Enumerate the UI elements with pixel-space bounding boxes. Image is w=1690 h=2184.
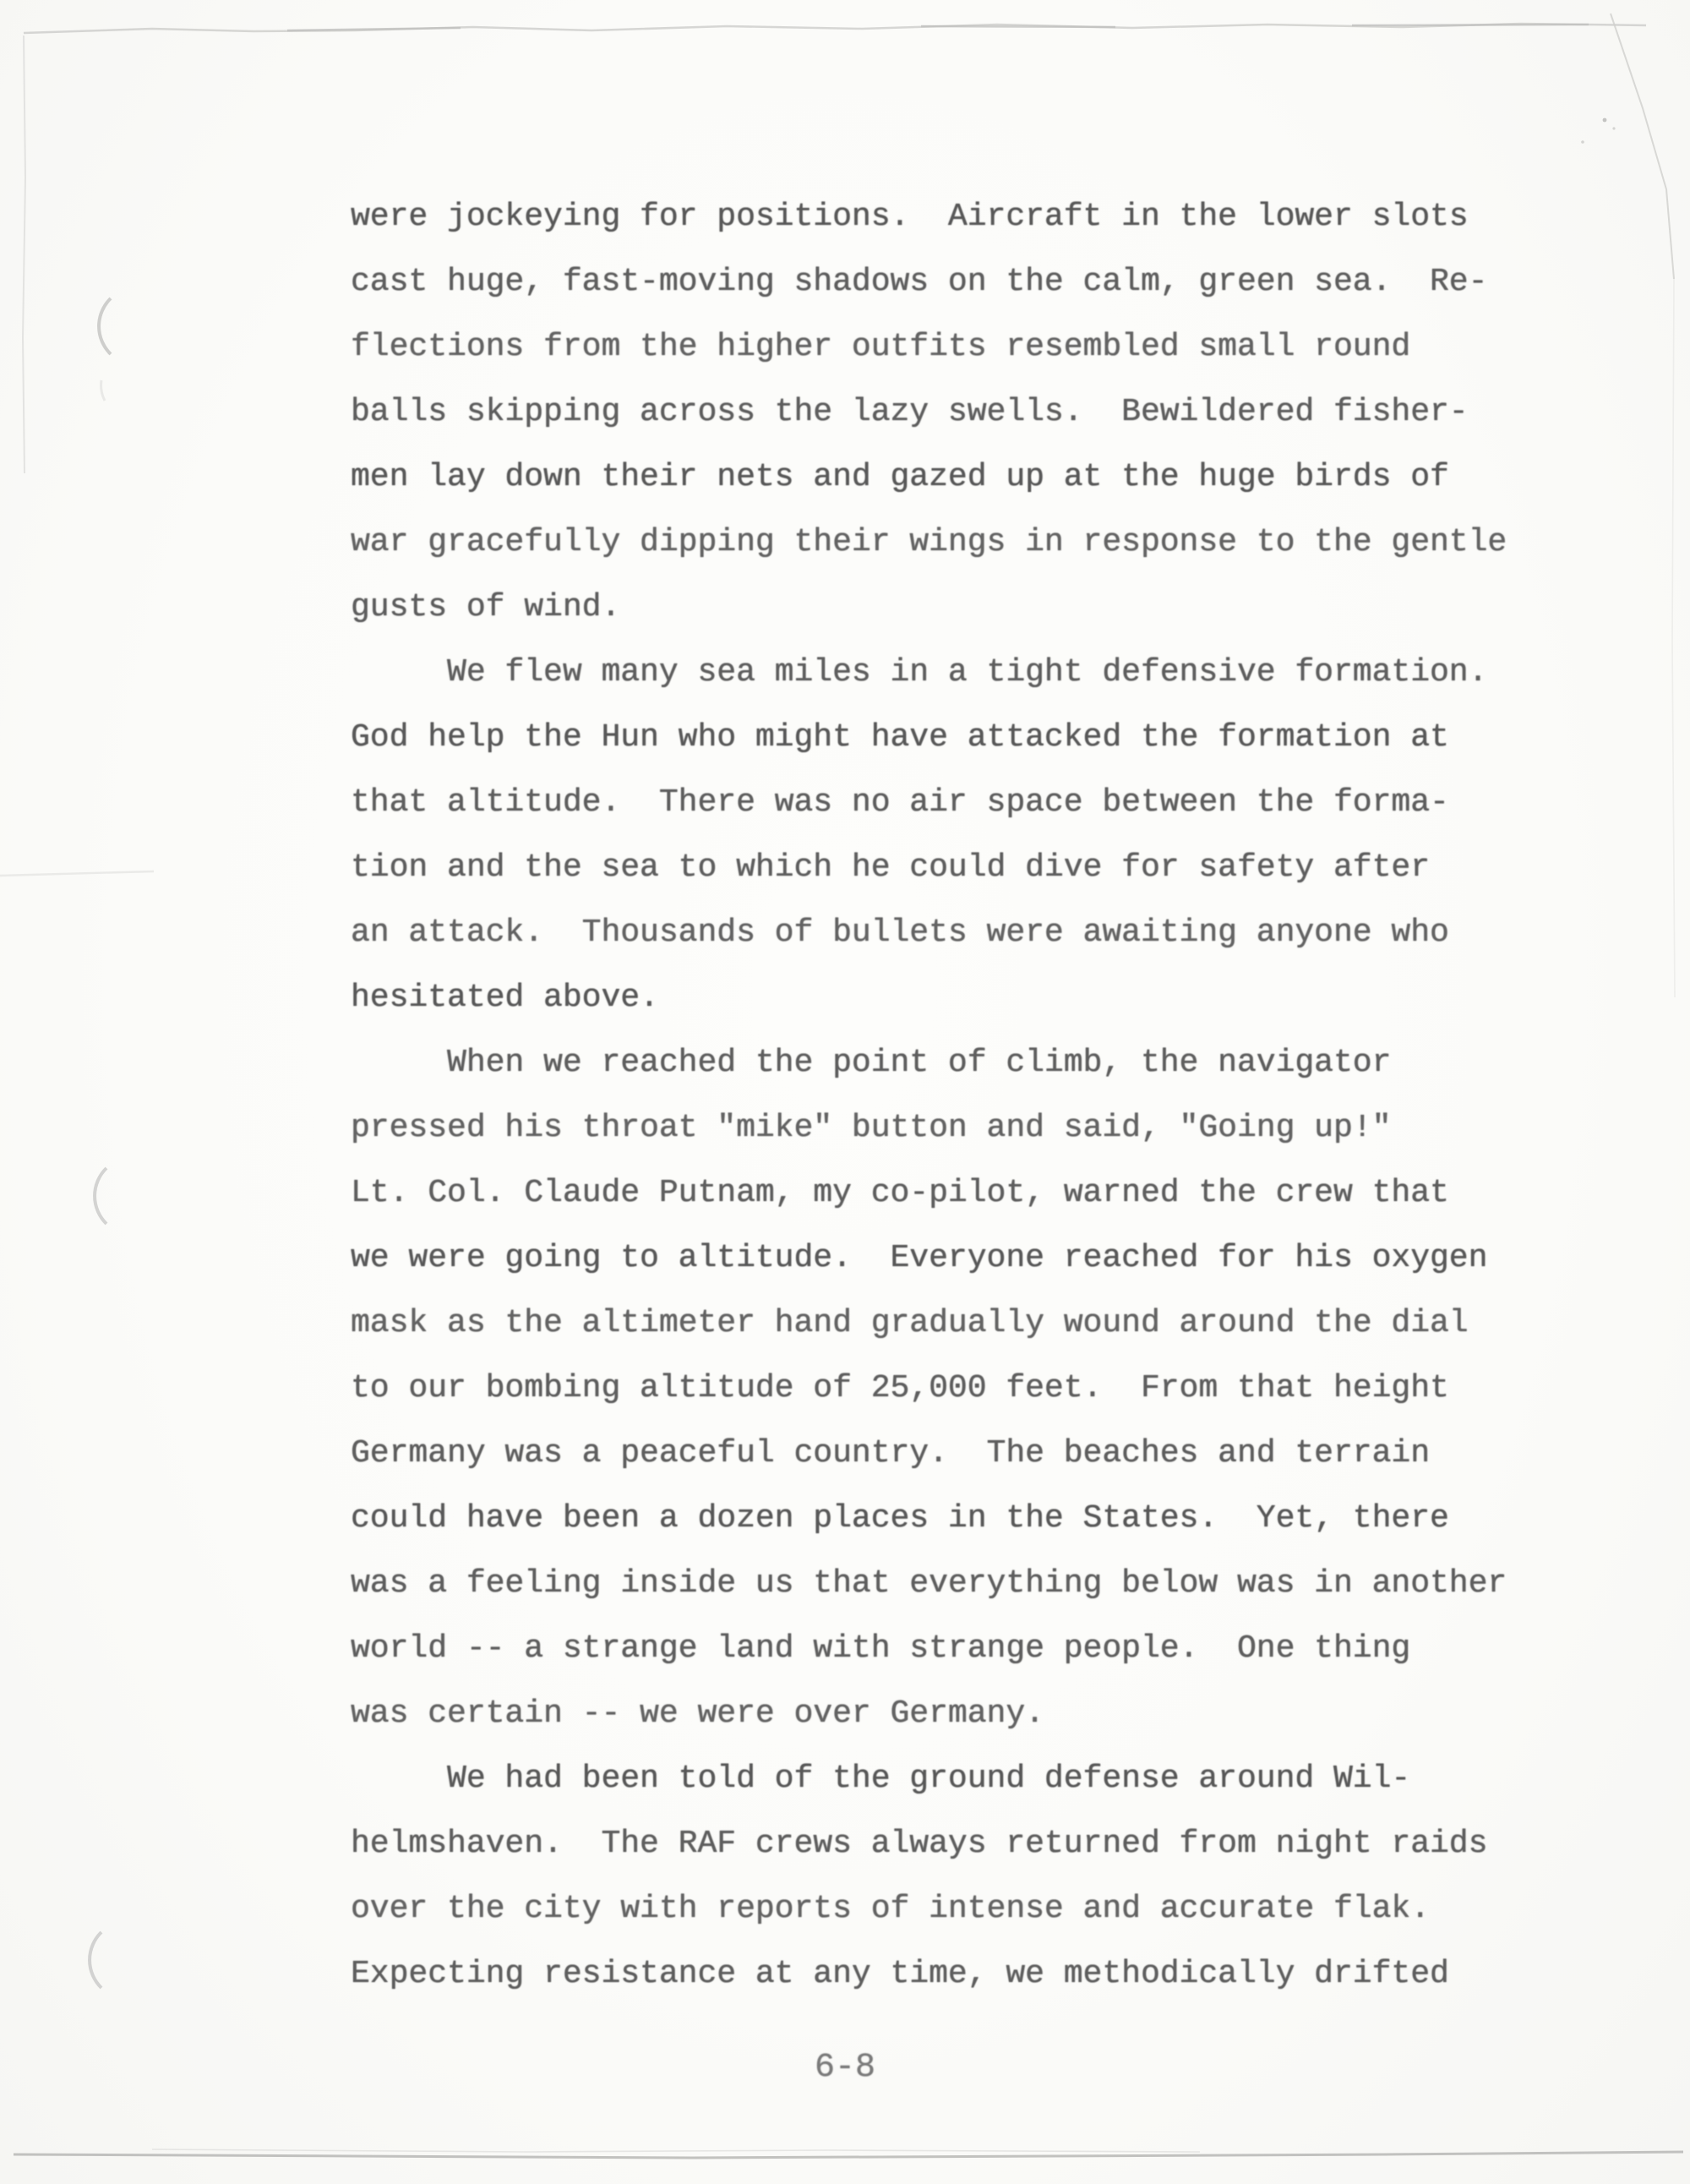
text-line: Germany was a peaceful country. The beaches and terrain	[351, 1435, 1431, 1471]
text-line: to our bombing altitude of 25,000 feet. From that height	[351, 1370, 1449, 1406]
page-number: 6-8	[814, 2049, 875, 2087]
text-line: we were going to altitude. Everyone reached for his oxygen	[351, 1240, 1488, 1276]
corner-fold-line	[1611, 14, 1674, 279]
text-line: war gracefully dipping their wings in response to the gentle	[351, 524, 1507, 560]
speck	[1581, 140, 1584, 144]
text-line: was a feeling inside us that everything below was in another	[351, 1565, 1507, 1602]
punch-hole-crescent-top	[99, 298, 111, 354]
text-line: world -- a strange land with strange people. One thing	[351, 1630, 1411, 1667]
text-line: balls skipping across the lazy swells. Bewildered fisher-	[351, 394, 1469, 430]
text-line: Expecting resistance at any time, we methodically drifted	[351, 1956, 1449, 1992]
text-line: flections from the higher outfits resembled small round	[351, 329, 1411, 365]
left-scan-streak	[0, 871, 154, 876]
punch-hole-crescent-top-ghost	[101, 380, 105, 401]
text-line: When we reached the point of climb, the navigator	[351, 1045, 1392, 1081]
text-line: cast huge, fast-moving shadows on the calm, green sea. Re-	[351, 264, 1488, 300]
text-line: pressed his throat "mike" button and said, "Going up!"	[351, 1110, 1392, 1146]
typewritten-text	[351, 184, 1507, 2007]
text-line: that altitude. There was no air space between the forma-	[351, 784, 1449, 821]
text-line: God help the Hun who might have attacked the formation at	[351, 719, 1449, 756]
speck	[1603, 118, 1607, 123]
text-line: were jockeying for positions. Aircraft in the lower slots	[351, 199, 1469, 235]
right-edge-line	[1672, 279, 1675, 997]
text-line: We flew many sea miles in a tight defensive formation.	[351, 654, 1488, 691]
text-line: hesitated above.	[351, 980, 659, 1016]
speck	[1612, 127, 1615, 129]
text-line: mask as the altimeter hand gradually wound around the dial	[351, 1305, 1469, 1341]
left-edge-line	[23, 35, 25, 473]
text-line: was certain -- we were over Germany.	[351, 1695, 1044, 1732]
text-line: tion and the sea to which he could dive for safety after	[351, 849, 1431, 886]
text-line: helmshaven. The RAF crews always returned from night raids	[351, 1826, 1488, 1862]
punch-hole-crescent-bottom	[90, 1932, 101, 1988]
punch-hole-crescent-middle	[95, 1168, 106, 1224]
bottom-edge-fuzz	[152, 2149, 1200, 2152]
top-edge-line-dark-segment	[287, 25, 1589, 30]
bottom-edge-line	[14, 2152, 1683, 2158]
text-line: an attack. Thousands of bullets were awaiting anyone who	[351, 915, 1449, 951]
text-line: gusts of wind.	[351, 589, 621, 625]
text-line: over the city with reports of intense and accurate flak.	[351, 1891, 1431, 1927]
text-line: Lt. Col. Claude Putnam, my co-pilot, warned the crew that	[351, 1175, 1449, 1211]
text-line: could have been a dozen places in the States. Yet, there	[351, 1500, 1449, 1537]
top-edge-line	[24, 24, 1646, 33]
text-line: men lay down their nets and gazed up at the huge birds of	[351, 459, 1449, 495]
text-line: We had been told of the ground defense around Wil-	[351, 1761, 1411, 1797]
